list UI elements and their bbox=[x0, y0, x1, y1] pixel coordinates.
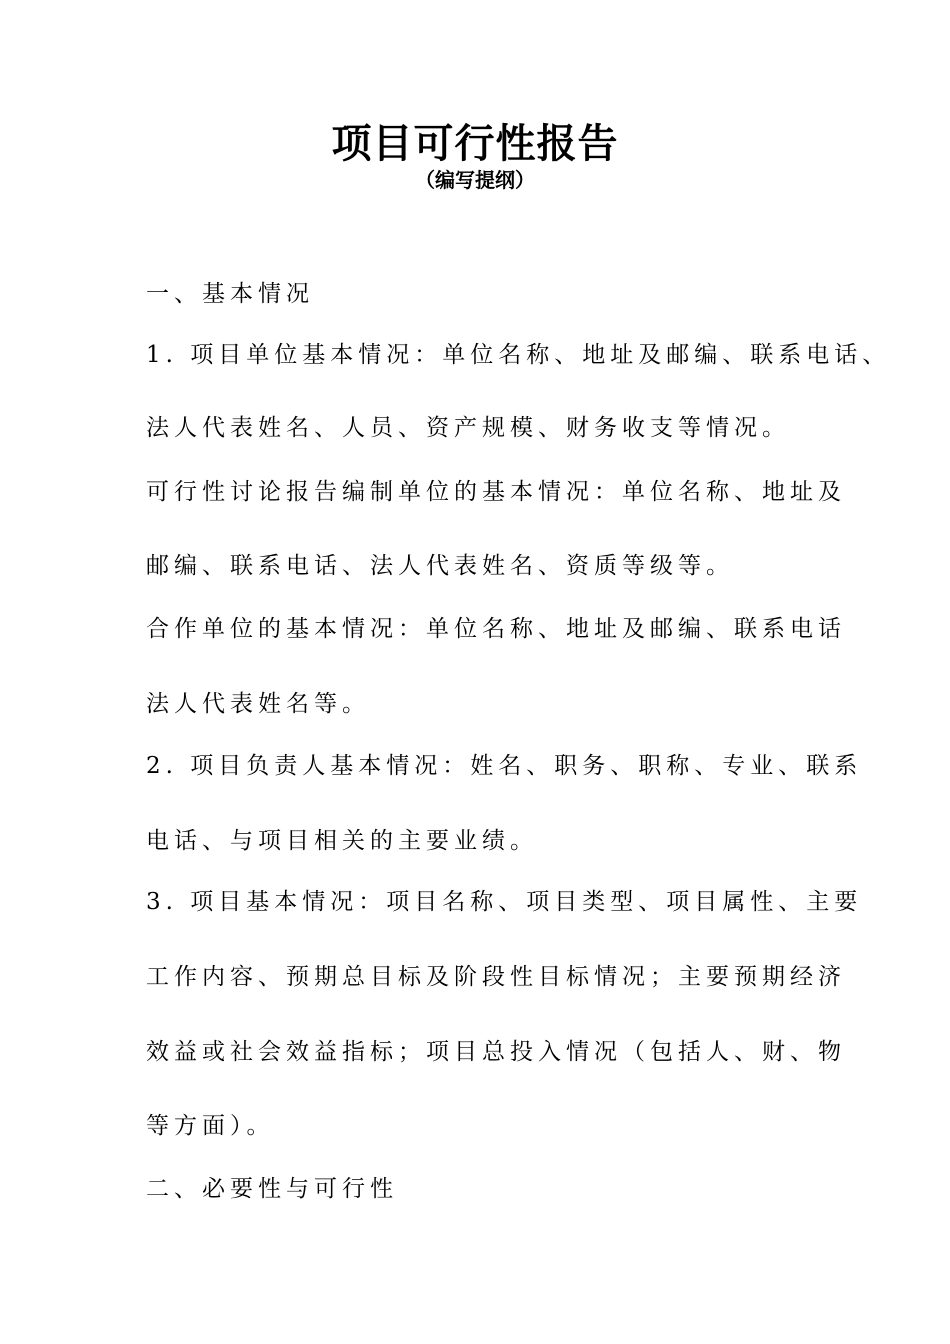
paragraph-line: 1. 项目单位基本情况：单位名称、地址及邮编、联系电话、 bbox=[146, 342, 891, 368]
document-title: 项目可行性报告 bbox=[331, 121, 619, 167]
section-heading-necessity: 二、必要性与可行性 bbox=[146, 1176, 398, 1202]
paragraph-line: 工作内容、预期总目标及阶段性目标情况；主要预期经济 bbox=[146, 964, 846, 990]
paragraph-line: 法人代表姓名、人员、资产规模、财务收支等情况。 bbox=[146, 415, 790, 441]
paragraph-line: 邮编、联系电话、法人代表姓名、资质等级等。 bbox=[146, 553, 734, 579]
paragraph-line: 3. 项目基本情况：项目名称、项目类型、项目属性、主要 bbox=[146, 889, 863, 915]
section-heading-basic-info: 一、基本情况 bbox=[146, 281, 314, 307]
paragraph-line: 等方面）。 bbox=[146, 1113, 275, 1139]
paragraph-line: 2. 项目负责人基本情况：姓名、职务、职称、专业、联系 bbox=[146, 753, 863, 779]
document-subtitle: （编写提纲） bbox=[415, 168, 535, 192]
paragraph-line: 电话、与项目相关的主要业绩。 bbox=[146, 828, 538, 854]
paragraph-line: 法人代表姓名等。 bbox=[146, 691, 370, 717]
paragraph-line: 合作单位的基本情况：单位名称、地址及邮编、联系电话 bbox=[146, 616, 846, 642]
paragraph-line: 可行性讨论报告编制单位的基本情况：单位名称、地址及 bbox=[146, 479, 846, 505]
paragraph-line: 效益或社会效益指标；项目总投入情况（包括人、财、物 bbox=[146, 1039, 846, 1065]
